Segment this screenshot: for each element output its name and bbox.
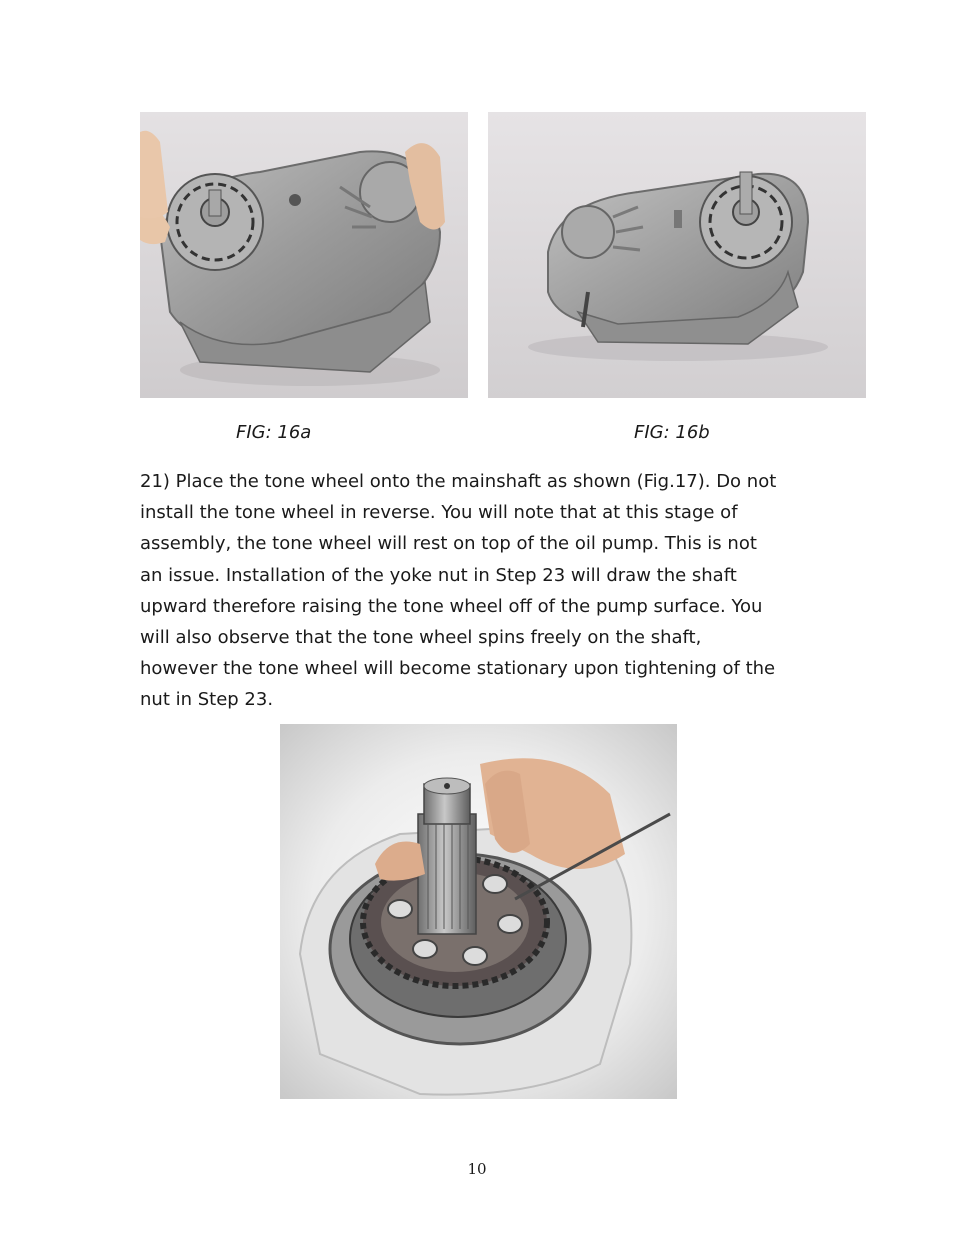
paragraph-line: install the tone wheel in reverse. You will note that at this stage of <box>140 502 738 524</box>
paragraph-line: 21) Place the tone wheel onto the mainshaft as shown (Fig.17). Do not <box>140 471 777 492</box>
figure-16b-caption: FIG: 16b <box>634 422 710 443</box>
figure-16b-photo <box>488 112 866 398</box>
paragraph-line: however the tone wheel will become stationary upon tightening of the <box>140 658 776 680</box>
paragraph-line: an issue. Installation of the yoke nut in Step 23 will draw the shaft <box>140 564 737 586</box>
paragraph-line: nut in Step 23. <box>140 689 274 711</box>
paragraph-line: upward therefore raising the tone wheel off of the pump surface. You <box>140 595 763 617</box>
figure-16a-caption: FIG: 16a <box>236 422 312 443</box>
step-21-paragraph <box>140 466 830 716</box>
paragraph-line: assembly, the tone wheel will rest on top of the oil pump. This is not <box>140 533 757 555</box>
figure-17-photo <box>280 724 677 1099</box>
page-number: 10 <box>467 1160 487 1178</box>
figure-16a-photo <box>140 112 468 398</box>
paragraph-line: will also observe that the tone wheel spins freely on the shaft, <box>140 627 702 649</box>
